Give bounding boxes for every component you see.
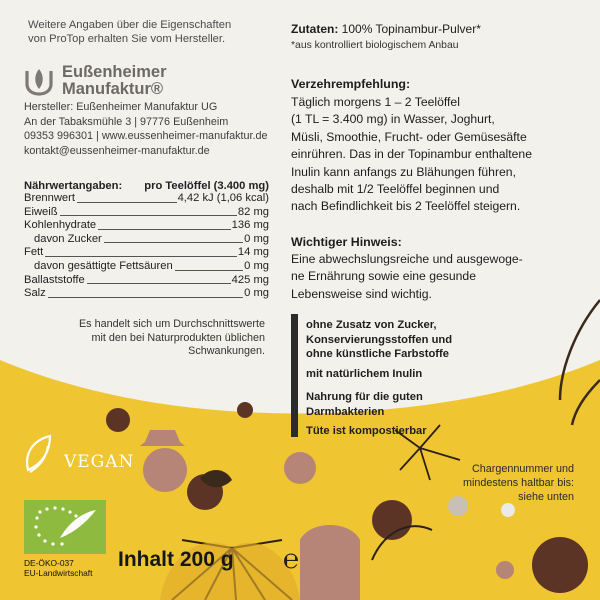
hint-text [291,251,581,303]
leader-line [98,229,231,230]
recommendation-line: Müsli, Smoothie, Frucht- oder Gemüsesäfte [291,129,527,144]
nutrient-value: 0 mg [244,259,269,272]
nutrient-name: Brennwert [24,192,75,204]
nutrition-table [24,180,269,301]
recommendation-text [291,94,581,216]
nutrient-name: Eiweiß [24,205,58,218]
nutrient-value: 4,42 kJ (1,06 kcal) [177,192,269,204]
manufacturer-line: An der Tabaksmühle 3 | 97776 Eußenheim [24,115,229,128]
ingredients-note: *aus kontrolliert biologischem Anbau [291,40,459,51]
nutrition-row [24,260,269,274]
brand-name-line: Manufaktur® [62,80,164,98]
hint-line: ne Ernährung sowie eine gesunde [291,269,476,284]
intro-line: von ProTop erhalten Sie vom Hersteller. [28,33,226,45]
decor-circle [237,402,253,418]
brand-name [62,64,167,98]
nutrient-name: Fett [24,246,44,259]
nutrition-header [24,180,269,192]
intro-line: Weitere Angaben über die Eigenschaften [28,19,232,31]
decor-circle [106,408,130,432]
nutrient-value: 425 mg [231,273,269,286]
leader-line [175,270,243,271]
leader-line [48,297,243,298]
estimated-sign-icon: ℮ [283,544,300,575]
feature-line: ohne künstliche Farbstoffe [306,348,449,361]
nutrient-value: 136 mg [231,219,269,232]
hint-line: Lebensweise sind wichtig. [291,286,432,301]
nutrition-row [24,206,269,220]
leader-line [87,283,231,284]
brand-logo [24,64,294,104]
eco-control-code [24,558,92,578]
decor-circle [501,503,515,517]
manufacturer-line: 09353 996301 | www.eussenheimer-manufaktur.de [24,130,268,143]
batch-line: mindestens haltbar bis: [462,477,574,489]
manufacturer-line: kontakt@eussenheimer-manufaktur.de [24,144,210,157]
batch-info [440,462,574,504]
manufacturer-line: Hersteller: Eußenheimer Manufaktur UG [24,101,218,113]
manufacturer-info-note [28,18,278,46]
feature-line: Tüte ist kompostierbar [306,425,427,437]
nutrient-name: davon Zucker [34,232,102,245]
batch-line: siehe unten [518,491,574,503]
recommendation-heading: Verzehrempfehlung: [291,77,411,91]
logo-mark-icon [24,66,54,96]
feature-line: Darmbakterien [306,405,385,418]
recommendation-line: deshalb mit 1/2 Teelöffel beginnen und [291,182,500,197]
recommendation-line: Täglich morgens 1 – 2 Teelöffel [291,95,460,109]
leader-line [77,202,177,203]
eco-origin-line: EU-Landwirtschaft [24,568,93,578]
ingredients-label: Zutaten: [291,22,339,36]
nutrition-row [24,192,269,206]
recommendation-line: nach Befindlichkeit bis 2 Teelöffel steigern. [291,199,521,214]
eu-organic-logo [24,500,106,554]
recommendation-line: einrühren. Das in der Topinambur enthaltene [291,147,532,162]
nutrient-name: Salz [24,287,46,300]
note-line: Schwankungen. [188,345,265,357]
hint-line: Eine abwechslungsreiche und ausgewoge- [291,252,523,266]
decor-circle [496,561,514,579]
note-line: mit den bei Naturprodukten üblichen [91,331,265,344]
nutrient-name: Kohlenhydrate [24,219,97,232]
leader-line [45,256,237,257]
vegan-label: VEGAN [64,452,135,472]
nutrition-row [24,219,269,233]
feature-no-additives [306,318,576,362]
manufacturer-address [24,100,294,158]
nutrition-row [24,233,269,247]
nutrient-value: 0 mg [244,287,269,300]
brand-name-line: Eußenheimer [62,63,167,81]
nutrition-header-label: Nährwertangaben: [24,180,123,192]
feature-line: ohne Zusatz von Zucker, [306,319,437,331]
nutrient-name: Ballaststoffe [24,273,85,286]
feature-inulin [306,367,576,382]
decor-circle [532,537,588,593]
ingredients [291,22,581,36]
recommendation-line: (1 TL = 3.400 mg) in Wasser, Joghurt, [291,112,495,127]
features-bar [291,314,298,437]
net-content: Inhalt 200 g [118,548,234,571]
hint-heading: Wichtiger Hinweis: [291,235,402,249]
decor-jar [300,525,360,600]
average-values-note [40,318,265,359]
feature-line: mit natürlichem Inulin [306,368,423,380]
leader-line [104,242,243,243]
decor-circle [143,448,187,492]
decor-circle [284,452,316,484]
nutrition-header-portion: pro Teelöffel (3.400 mg) [144,180,269,192]
nutrient-value: 14 mg [237,246,269,259]
nutrition-row [24,274,269,288]
nutrient-value: 82 mg [237,205,269,218]
feature-line: Konservierungsstoffen und [306,333,453,346]
feature-gut-bacteria [306,390,576,419]
nutrition-row [24,246,269,260]
eco-code-line: DE-ÖKO-037 [24,558,74,568]
ingredients-text: 100% Topinambur-Pulver* [341,22,481,36]
note-line: Es handelt sich um Durchschnittswerte [78,318,265,330]
recommendation-line: Inulin kann anfangs zu Blähungen führen, [291,164,516,179]
feature-line: Nahrung für die guten [306,391,423,403]
leader-line [60,215,237,216]
batch-line: Chargennummer und [471,463,574,475]
nutrient-value: 0 mg [244,232,269,245]
nutrient-name: davon gesättigte Fettsäuren [34,259,173,272]
feature-compostable [306,424,576,439]
nutrition-row [24,287,269,301]
